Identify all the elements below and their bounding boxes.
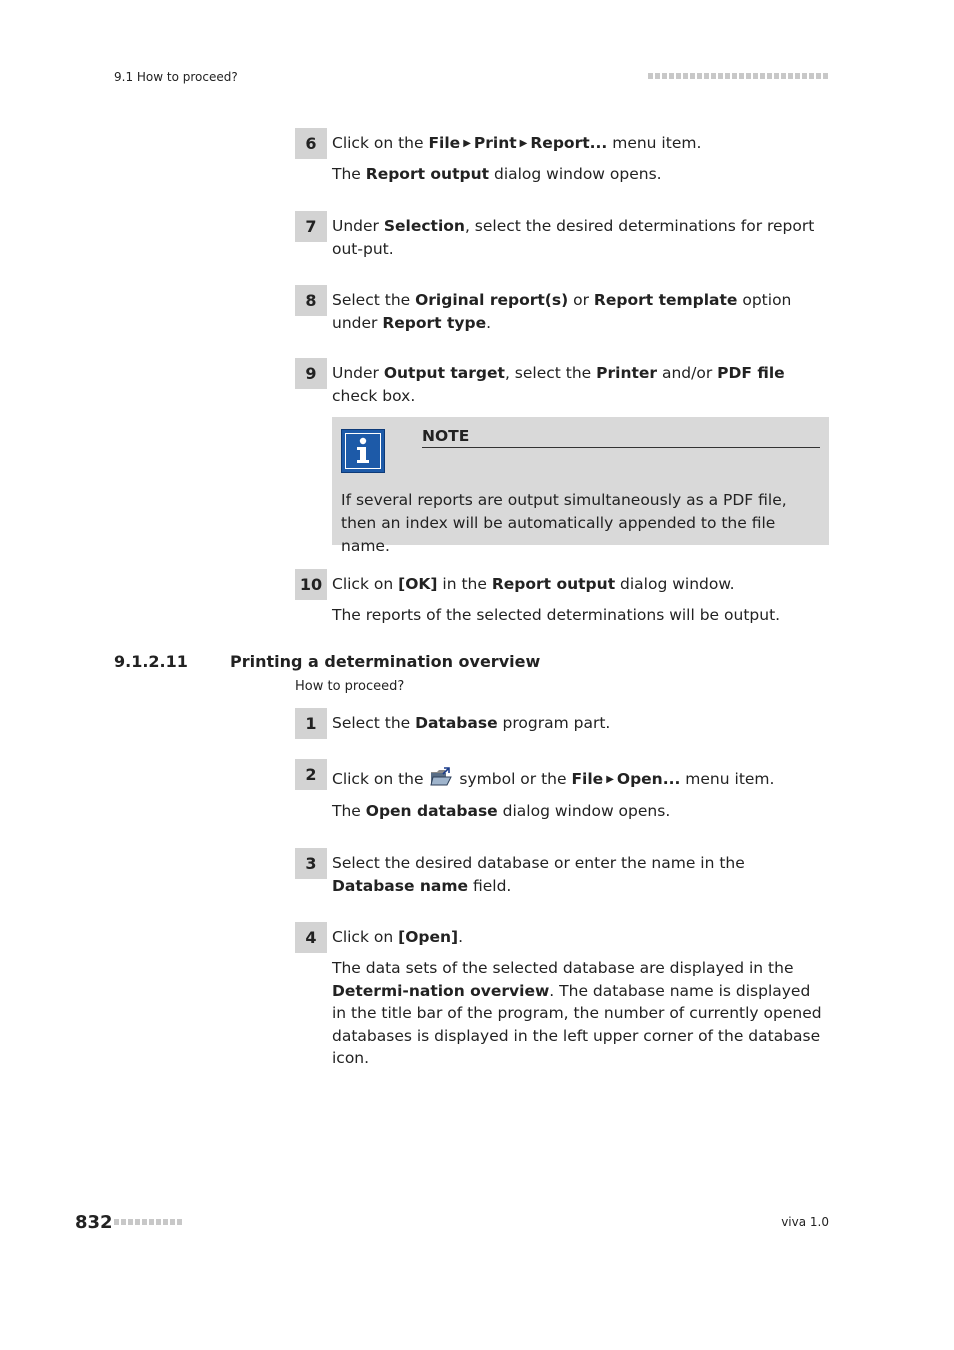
step-text: Select the desired database or enter the name in the Database name field. [332,854,745,895]
note-box [332,417,829,555]
section-number: 9.1.2.11 [114,652,188,671]
step-number: 7 [295,211,327,242]
step-number: 4 [295,922,327,953]
page-number: 832 [75,1212,113,1233]
header-decoration [648,73,828,79]
step-text: Select the Database program part. [332,714,611,732]
step-number: 10 [295,569,327,600]
section-title: Printing a determination overview [230,652,541,671]
note-text: If several reports are output simultaneously as a PDF file, then an index will be automatically appended to the file name. [341,491,787,555]
step-text: Under Selection, select the desired determinations for report out-put. [332,217,815,258]
step-number: 6 [295,128,327,159]
step-text: Click on [Open]. [332,928,464,946]
step-text: Click on the symbol or the File ▶ Open... menu item. [332,767,829,794]
step-text: Under Output target, select the Printer and/or PDF file check box. [332,364,785,405]
step-number: 9 [295,358,327,389]
step-text: Click on [OK] in the Report output dialog window. [332,575,735,593]
running-header: 9.1 How to proceed? [114,70,238,84]
step-4-result: The data sets of the selected database are displayed in the Determi-nation overview. The database name is displayed in the title bar of the program, the number of currently opened databases is displayed in the left upper corner of the database icon. [332,959,822,1067]
step-number: 1 [295,708,327,739]
folder-open-icon [430,767,452,794]
section-intro: How to proceed? [295,679,405,694]
step-number: 8 [295,285,327,316]
step-2-result: The Open database dialog window opens. [332,802,671,820]
info-icon [341,429,385,473]
step-number: 3 [295,848,327,879]
step-text: Click on the File ▶ Print ▶ Report... menu item. [332,134,702,152]
step-10-result: The reports of the selected determinations will be output. [332,606,781,624]
footer-decoration [114,1219,182,1225]
product-name: viva 1.0 [781,1215,829,1229]
step-6-result: The Report output dialog window opens. [332,165,662,183]
note-title: NOTE [422,427,820,448]
step-number: 2 [295,759,327,790]
step-text: Select the Original report(s) or Report template option under Report type. [332,291,792,332]
